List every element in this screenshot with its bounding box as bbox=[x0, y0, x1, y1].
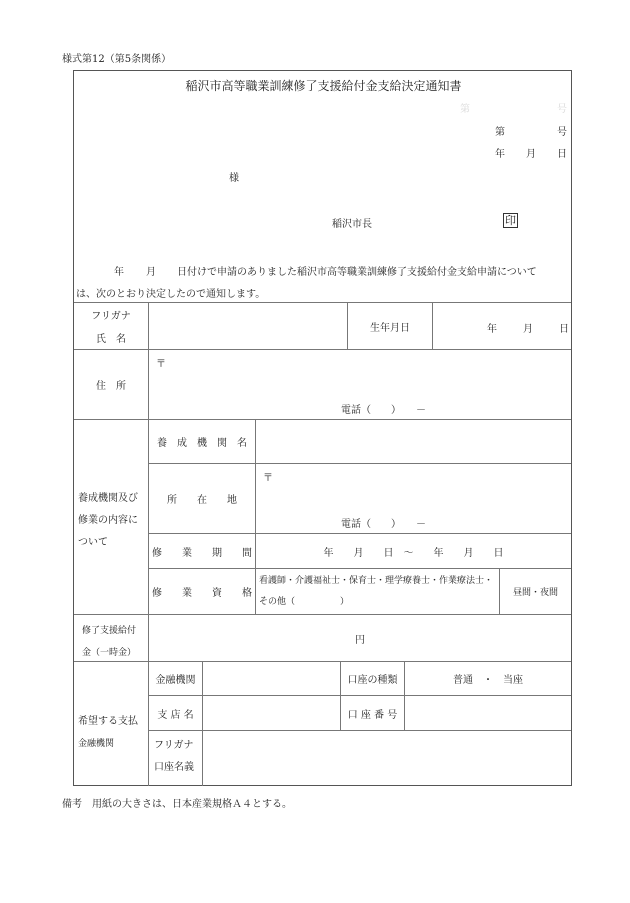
payment-label: 修了支援給付 金（一時金） bbox=[82, 626, 137, 658]
institution-group-label: 養成機関及び 修業の内容に ついて bbox=[78, 493, 138, 548]
qualification-options[interactable]: 看護師・介護福祉士・保育士・理学療養士・作業療法士・ その他（ ） bbox=[259, 576, 494, 607]
location-label: 所 在 地 bbox=[167, 495, 237, 506]
birth-day[interactable]: 日 bbox=[559, 324, 569, 335]
period-value[interactable]: 年 月 日 ～ 年 月 日 bbox=[323, 547, 504, 559]
column-divider bbox=[432, 302, 433, 349]
seal-mark: 印 bbox=[505, 214, 516, 227]
faint-number-dai: 第 bbox=[460, 104, 470, 115]
bank-name-label: 金融機関 bbox=[155, 675, 196, 686]
account-number-field[interactable] bbox=[405, 696, 571, 730]
branch-name-label: 支 店 名 bbox=[157, 709, 194, 721]
faint-number-go: 号 bbox=[557, 104, 567, 115]
bank-name-field[interactable] bbox=[203, 662, 340, 695]
account-holder-label: フリガナ 口座名義 bbox=[154, 740, 194, 773]
body-text-line2: は、次のとおり決定したので通知します。 bbox=[76, 289, 266, 300]
birth-month[interactable]: 月 bbox=[523, 324, 533, 335]
body-year: 年 bbox=[114, 267, 124, 278]
document-title: 稲沢市高等職業訓練修了支援給付金支給決定通知書 bbox=[185, 79, 462, 93]
addressee-suffix: 様 bbox=[229, 173, 239, 184]
remarks-note: 備考 用紙の大きさは、日本産業規格Ａ４とする。 bbox=[62, 799, 292, 810]
address-phone: 電話（ ） － bbox=[341, 405, 426, 416]
document-number-go: 号 bbox=[557, 127, 567, 138]
branch-name-field[interactable] bbox=[203, 696, 340, 730]
notice-form bbox=[73, 70, 572, 786]
date-day: 日 bbox=[557, 149, 567, 160]
institution-name-field[interactable] bbox=[256, 420, 571, 463]
birth-year[interactable]: 年 bbox=[487, 324, 497, 335]
account-type-options[interactable]: 普通 ・ 当座 bbox=[453, 675, 523, 686]
account-number-label: 口 座 番 号 bbox=[347, 709, 398, 721]
furigana-label: フリガナ bbox=[91, 311, 131, 322]
time-options[interactable]: 昼間・夜間 bbox=[512, 588, 558, 598]
name-field[interactable] bbox=[149, 303, 347, 349]
institution-name-label: 養 成 機 関 名 bbox=[157, 438, 247, 449]
address-postal-mark: 〒 bbox=[156, 359, 166, 370]
body-month: 月 bbox=[146, 267, 156, 278]
address-label: 住 所 bbox=[96, 381, 126, 392]
birthdate-label: 生年月日 bbox=[370, 322, 410, 334]
account-holder-field[interactable] bbox=[203, 731, 571, 786]
location-phone: 電話（ ） － bbox=[341, 519, 426, 530]
bank-group-label: 希望する支払 金融機関 bbox=[78, 716, 138, 749]
issuer-name: 稲沢市長 bbox=[332, 219, 372, 230]
form-number-label: 様式第12（第5条関係） bbox=[62, 54, 172, 65]
document-number-dai: 第 bbox=[495, 127, 505, 138]
payment-amount-field[interactable]: 円 bbox=[355, 634, 365, 646]
qualification-label: 修 業 資 格 bbox=[152, 588, 252, 599]
date-month: 月 bbox=[526, 149, 536, 160]
location-postal-mark: 〒 bbox=[263, 473, 273, 484]
date-year: 年 bbox=[495, 149, 505, 160]
body-text-line1: 日付けで申請のありました稲沢市高等職業訓練修了支援給付金支給申請について bbox=[177, 267, 537, 278]
period-label: 修 業 期 間 bbox=[152, 547, 252, 559]
account-type-label: 口座の種類 bbox=[347, 675, 398, 686]
name-label: 氏 名 bbox=[96, 334, 126, 345]
